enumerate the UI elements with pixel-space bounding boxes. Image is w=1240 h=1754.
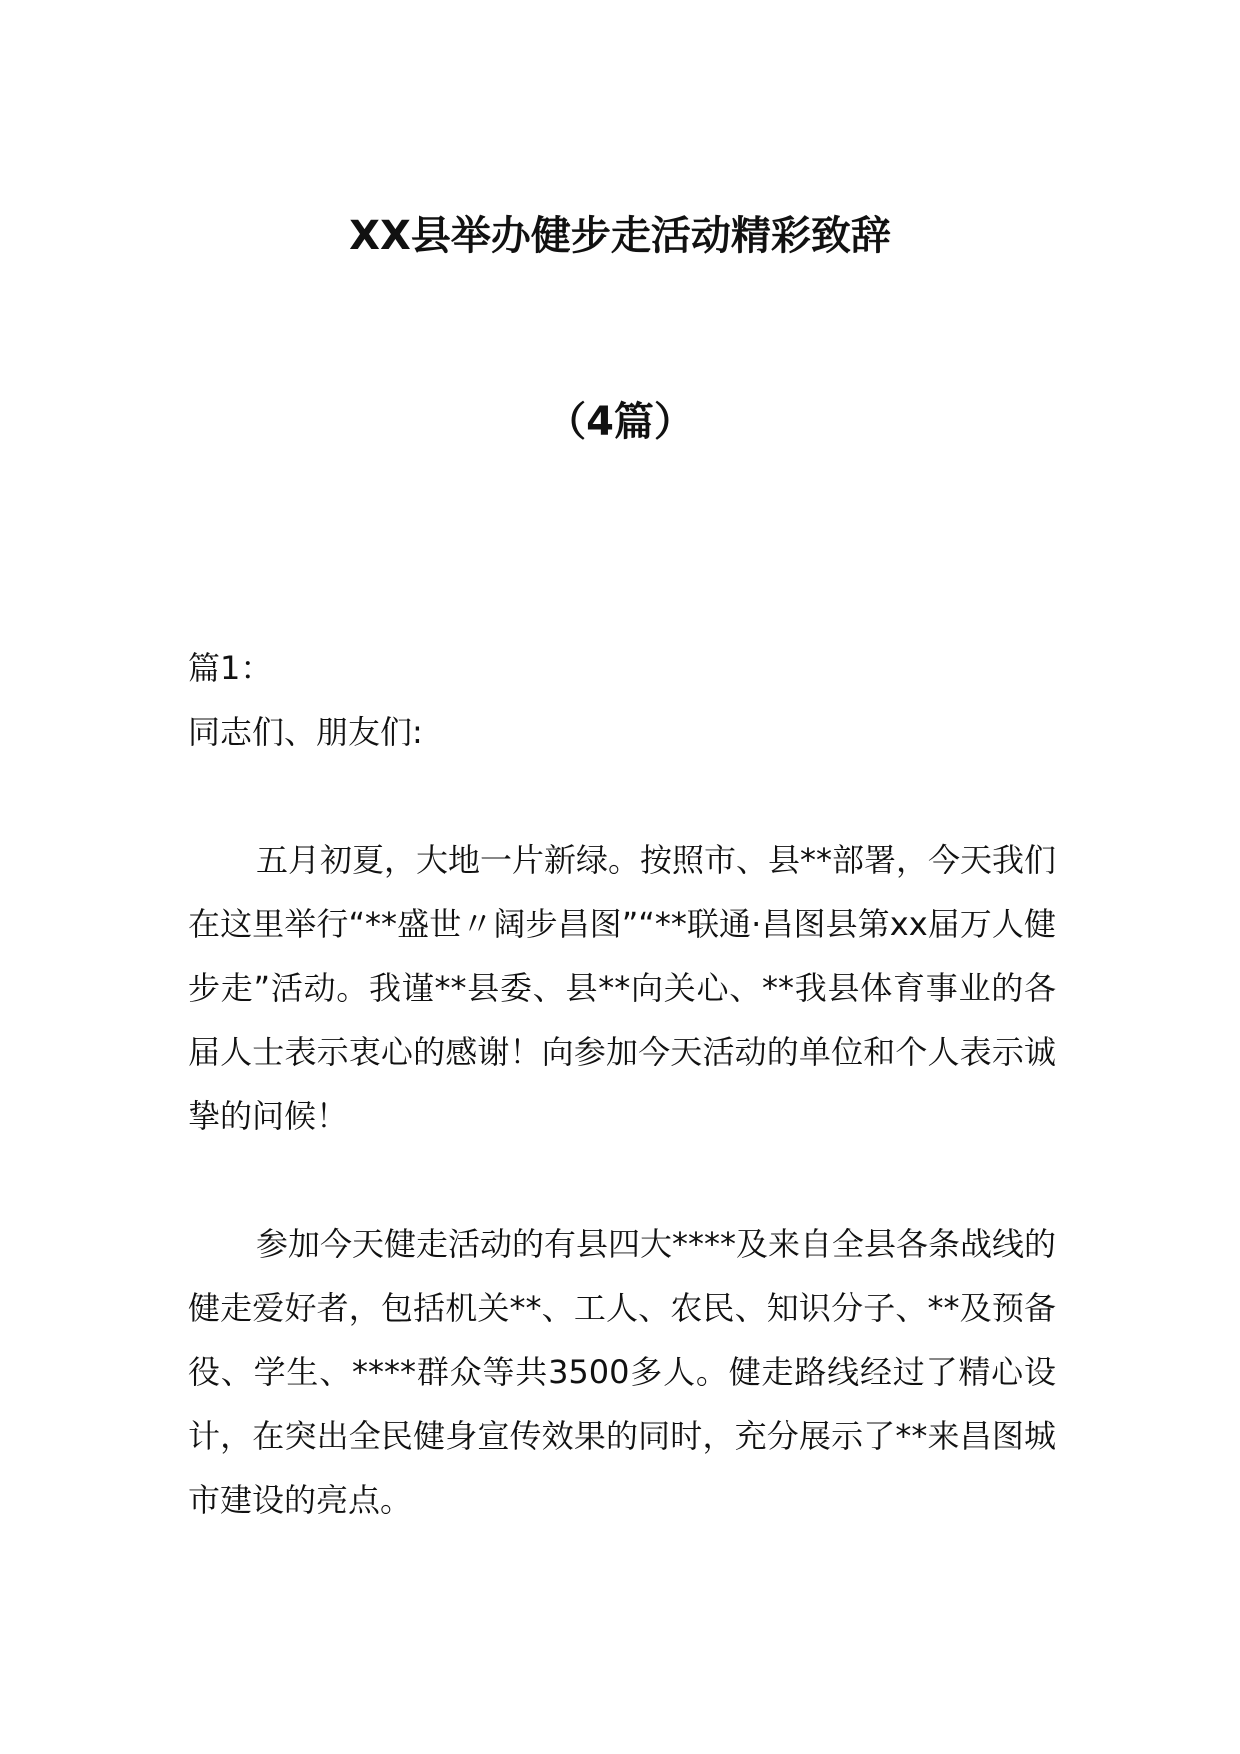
greeting: 同志们、朋友们: bbox=[188, 713, 423, 751]
paragraph-2: 参加今天健走活动的有县四大****及来自全县各条战线的健走爱好者，包括机关**、工人、农民、知识分子、**及预备役、学生、****群众等共3500多人。健走路线经过了精心设计，在突出全民健身宣传效果的同时，充分展示了**来昌图城市建设的亮点。 bbox=[188, 1225, 1057, 1519]
document-subtitle: （4篇） bbox=[546, 399, 694, 445]
document-title: XX县举办健步走活动精彩致辞 bbox=[349, 213, 891, 259]
paragraph-1: 五月初夏，大地一片新绿。按照市、县**部署，今天我们在这里举行“**盛世〃阔步昌图”“**联通·昌图县第xx届万人健步走”活动。我谨**县委、县**向关心、**我县体育事业的各届人士表示衷心的感谢！向参加今天活动的单位和个人表示诚挚的问候！ bbox=[188, 841, 1057, 1135]
section-label: 篇1： bbox=[188, 649, 273, 687]
